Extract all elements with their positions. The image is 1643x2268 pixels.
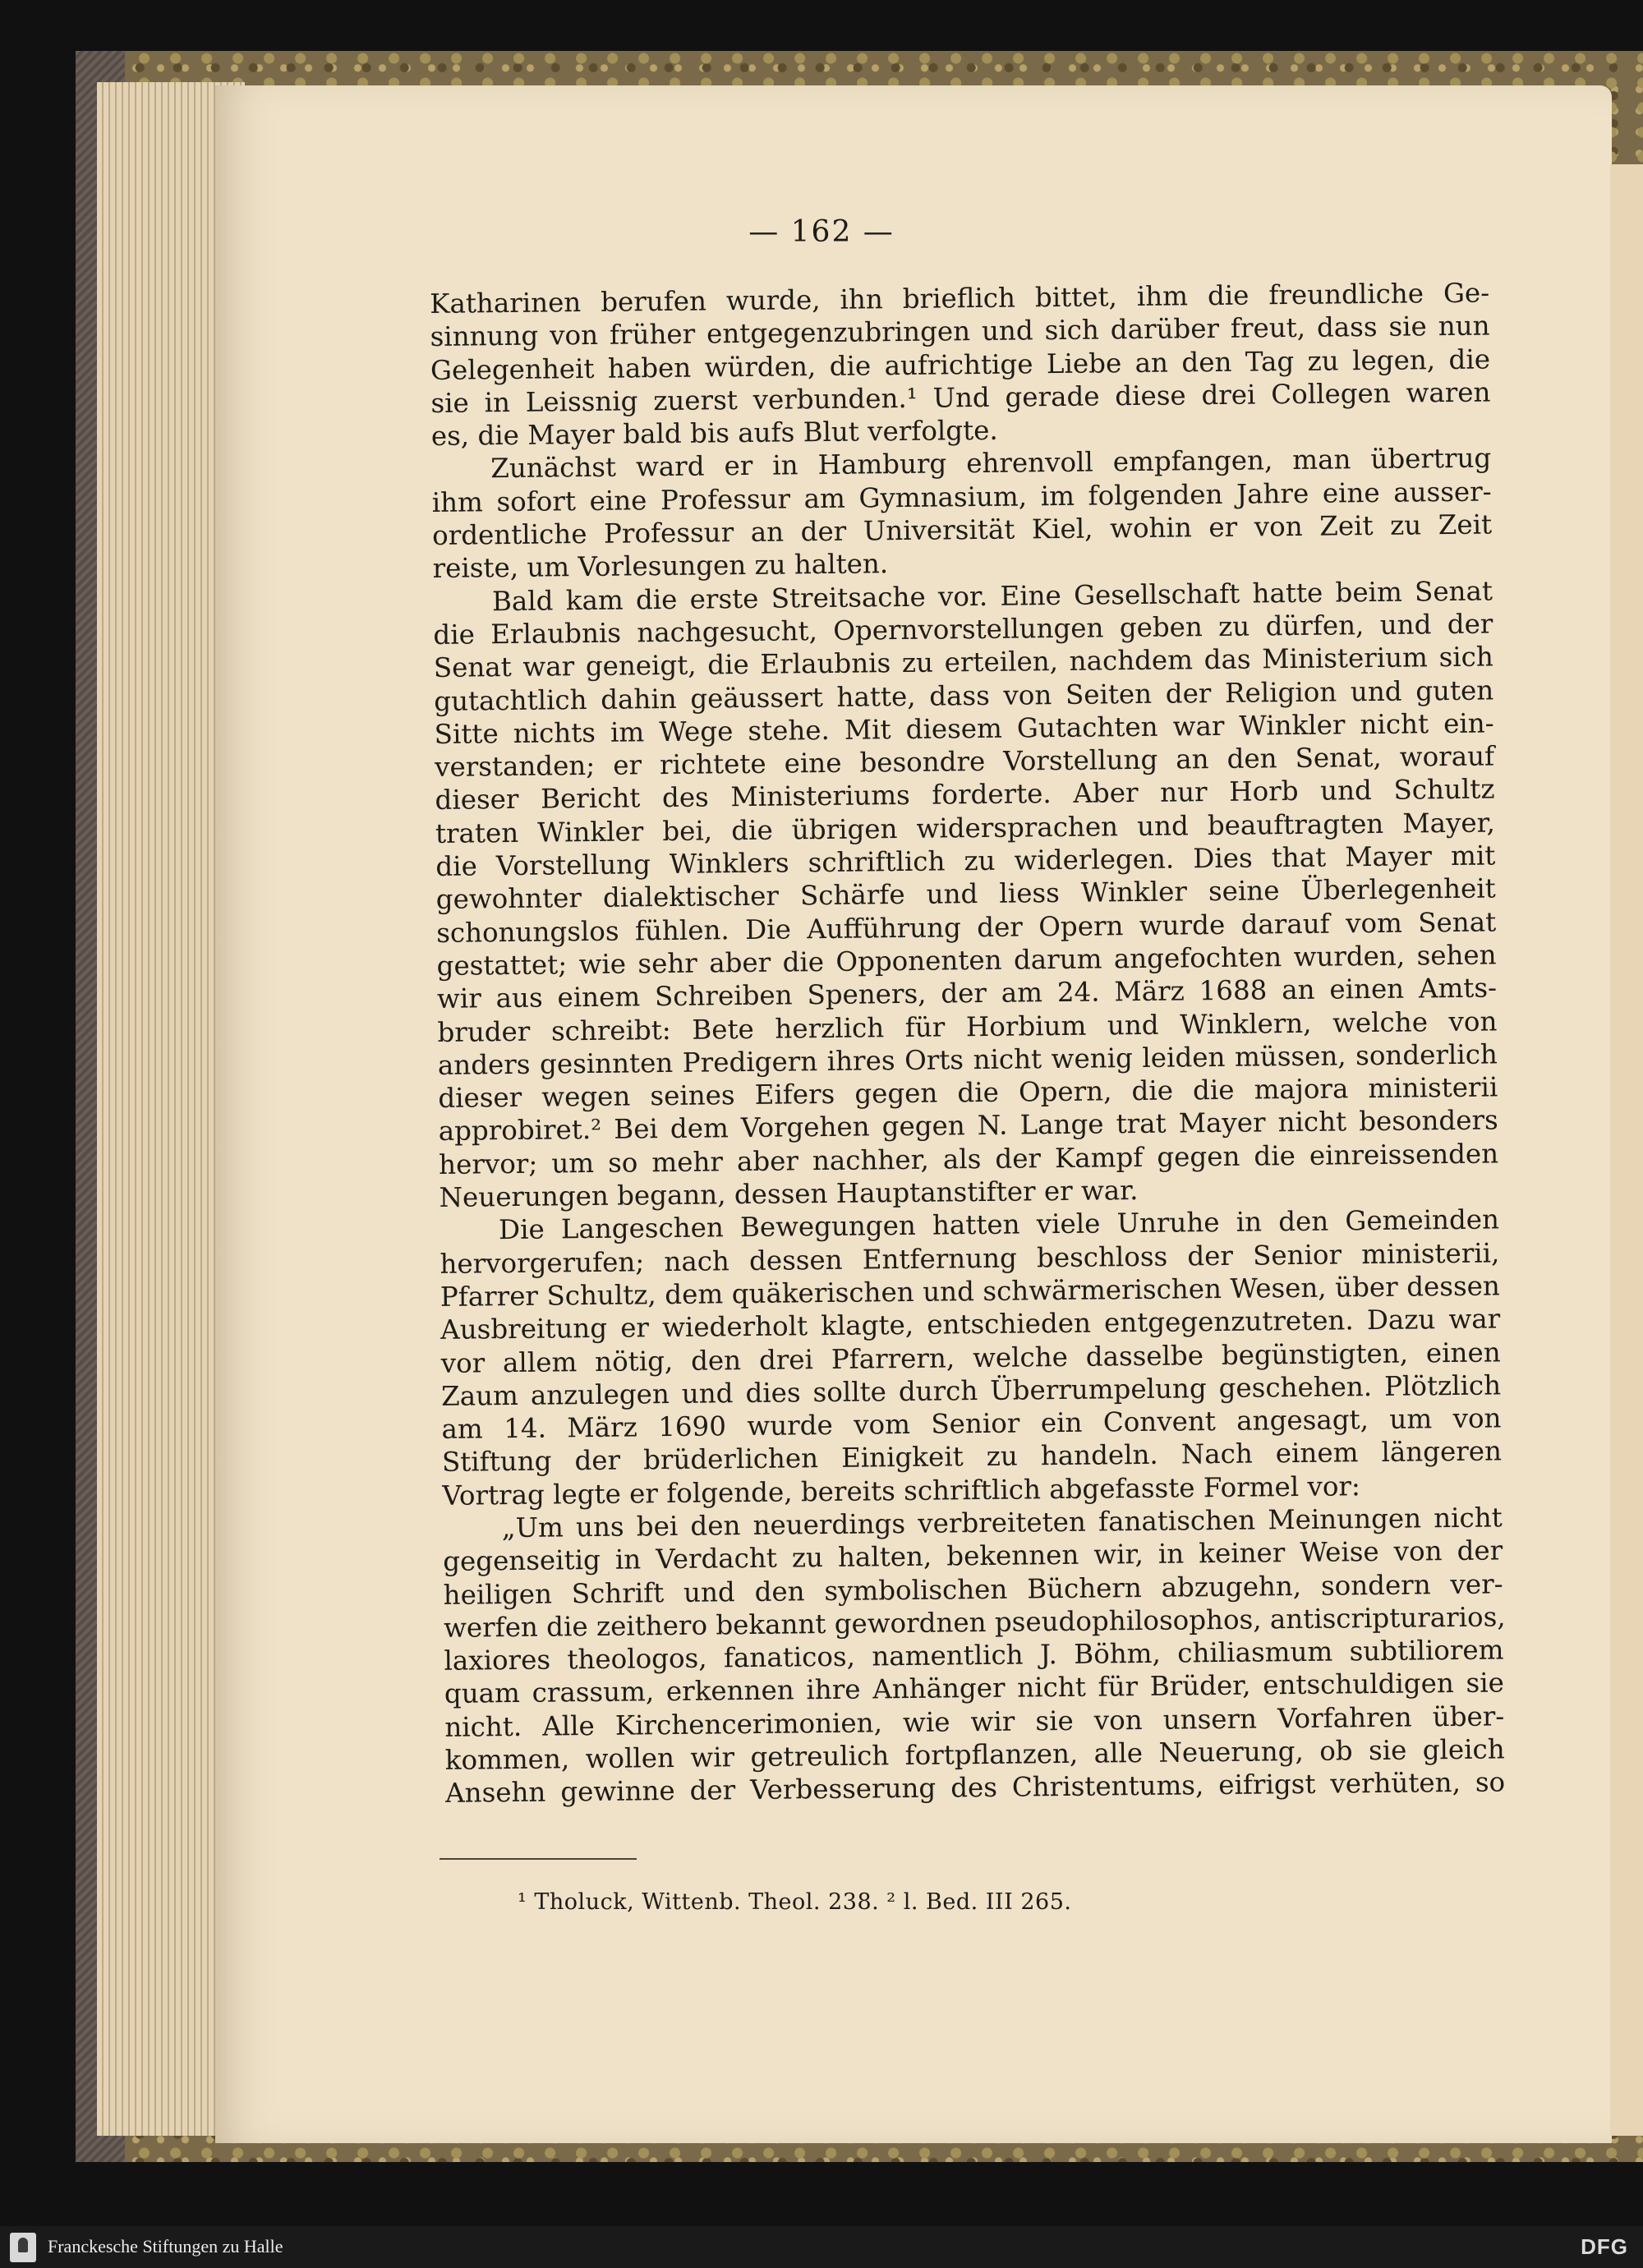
page-number: — 162 — xyxy=(748,215,895,249)
text-line: Stiftung der brüderlichen Einigkeit zu handeln. Nach einem längeren xyxy=(441,1435,1503,1479)
text-line: schonungslos fühlen. Die Aufführung der Opern wurde darauf vom Senat xyxy=(436,906,1497,949)
text-line: gewohnter dialektischer Schärfe und liess Winkler seine Überlegenheit xyxy=(435,872,1496,916)
text-line: Zaum anzulegen und dies sollte durch Überrumpelung geschehen. Plötzlich xyxy=(440,1369,1502,1412)
text-line: anders gesinnten Predigern ihres Orts nicht wenig leiden müssen, sonderlich xyxy=(437,1038,1498,1081)
text-line: Sitte nichts im Wege stehe. Mit diesem Gutachten war Winkler nicht ein- xyxy=(434,707,1494,750)
text-line: sinnung von früher entgegenzubringen und sich darüber freut, dass sie nun xyxy=(430,310,1490,353)
text-line: hervor; um so mehr aber nachher, als der Kampf gegen die einreissenden xyxy=(438,1138,1499,1180)
text-line: Ausbreitung er wiederholt klagte, entschieden entgegenzutreten. Dazu war xyxy=(440,1303,1501,1346)
text-line: Bald kam die erste Streitsache vor. Eine Gesellschaft hatte beim Senat xyxy=(491,575,1493,617)
text-line: ihm sofort eine Professur am Gymnasium, im folgenden Jahre eine ausser- xyxy=(431,476,1492,518)
footnote: ¹ Tholuck, Wittenb. Theol. 238. ² l. Bed. III 265. xyxy=(518,1889,1072,1915)
text-line: Pfarrer Schultz, dem quäkerischen und schwärmerischen Wesen, über dessen xyxy=(440,1270,1500,1313)
text-line: dieser Bericht des Ministeriums forderte. Aber nur Horb und Schultz xyxy=(435,773,1495,817)
text-line: reiste, um Vorlesungen zu halten. xyxy=(432,548,889,585)
text-line: gegenseitig in Verdacht zu halten, bekennen wir, in keiner Weise von der xyxy=(443,1534,1503,1578)
text-line: Katharinen berufen wurde, ihn brieflich bittet, ihm die freundliche Ge- xyxy=(430,277,1490,320)
text-line: am 14. März 1690 wurde vom Senior ein Convent angesagt, um von xyxy=(441,1402,1502,1446)
text-line: es, die Mayer bald bis aufs Blut verfolgte. xyxy=(430,414,998,453)
text-line: werfen die zeithero bekannt gewordnen pseudophilosophos, antiscripturarios, xyxy=(443,1601,1506,1644)
text-line: approbiret.² Bei dem Vorgehen gegen N. Lange trat Mayer nicht besonders xyxy=(438,1104,1498,1148)
institution-label: Franckesche Stiftungen zu Halle xyxy=(48,2236,283,2256)
text-line: sie in Leissnig zuerst verbunden.¹ Und gerade diese drei Collegen waren xyxy=(430,376,1491,419)
text-line: „Um uns bei den neuerdings verbreiteten fanatischen Meinungen nicht xyxy=(501,1502,1503,1544)
text-line: kommen, wollen wir getreulich fortpflanzen, alle Neuerung, ob sie gleich xyxy=(444,1733,1505,1776)
viewer-footer xyxy=(0,2226,1643,2268)
text-line: die Vorstellung Winklers schriftlich zu widerlegen. Dies that Mayer mit xyxy=(435,840,1496,883)
text-line: Neuerungen begann, dessen Hauptanstifter er war. xyxy=(439,1175,1139,1213)
text-line: ordentliche Professur an der Universität Kiel, wohin er von Zeit zu Zeit xyxy=(431,508,1493,552)
text-line: nicht. Alle Kirchencerimonien, wie wir sie von unsern Vorfahren über- xyxy=(444,1700,1505,1743)
text-line: Senat war geneigt, die Erlaubnis zu erteilen, nachdem das Ministerium sich xyxy=(433,641,1493,684)
text-line: traten Winkler bei, die übrigen widersprachen und beauftragten Mayer, xyxy=(435,807,1496,849)
text-line: vor allem nötig, den drei Pfarrern, welche dasselbe begünstigten, einen xyxy=(440,1336,1501,1379)
institution-logo-icon xyxy=(10,2233,36,2262)
text-line: hervorgerufen; nach dessen Entfernung beschloss der Senior ministerii, xyxy=(440,1237,1500,1280)
text-line: Ansehn gewinne der Verbesserung des Christentums, eifrigst verhüten, so xyxy=(444,1766,1506,1810)
text-line: gestattet; wie sehr aber die Opponenten darum angefochten wurden, sehen xyxy=(436,939,1497,982)
text-line: wir aus einem Schreiben Speners, der am 24. März 1688 an einen Amts- xyxy=(436,972,1498,1015)
text-line: heiligen Schrift und den symbolischen Büchern abzugehn, sondern ver- xyxy=(443,1567,1503,1611)
next-page-edge xyxy=(1610,164,1643,2136)
text-line: Gelegenheit haben würden, die aufrichtige Liebe an den Tag zu legen, die xyxy=(430,343,1491,386)
dfg-logo: DFG xyxy=(1581,2234,1628,2259)
text-line: quam crassum, erkennen ihre Anhänger nicht für Brüder, entschuldigen sie xyxy=(444,1667,1505,1710)
body-text xyxy=(430,276,1505,1810)
text-line: verstanden; er richtete eine besondre Vorstellung an den Senat, worauf xyxy=(434,740,1495,784)
footnote-divider xyxy=(440,1858,637,1860)
text-line: laxiores theologos, fanaticos, namentlich J. Böhm, chiliasmum subtiliorem xyxy=(444,1634,1504,1677)
text-line: gutachtlich dahin geäussert hatte, dass von Seiten der Religion und guten xyxy=(434,674,1494,717)
text-line: Vortrag legte er folgende, bereits schriftlich abgefasste Formel vor: xyxy=(442,1470,1361,1511)
text-line: Zunächst ward er in Hamburg ehrenvoll empfangen, man übertrug xyxy=(490,442,1492,485)
text-line: die Erlaubnis nachgesucht, Opernvorstellungen geben zu dürfen, und der xyxy=(433,608,1493,651)
text-line: Die Langeschen Bewegungen hatten viele Unruhe in den Gemeinden xyxy=(498,1203,1500,1246)
text-line: bruder schreibt: Bete herzlich für Horbium und Winklern, welche von xyxy=(437,1005,1498,1048)
text-line: dieser wegen seines Eifers gegen die Opern, die die majora ministerii xyxy=(438,1071,1498,1115)
